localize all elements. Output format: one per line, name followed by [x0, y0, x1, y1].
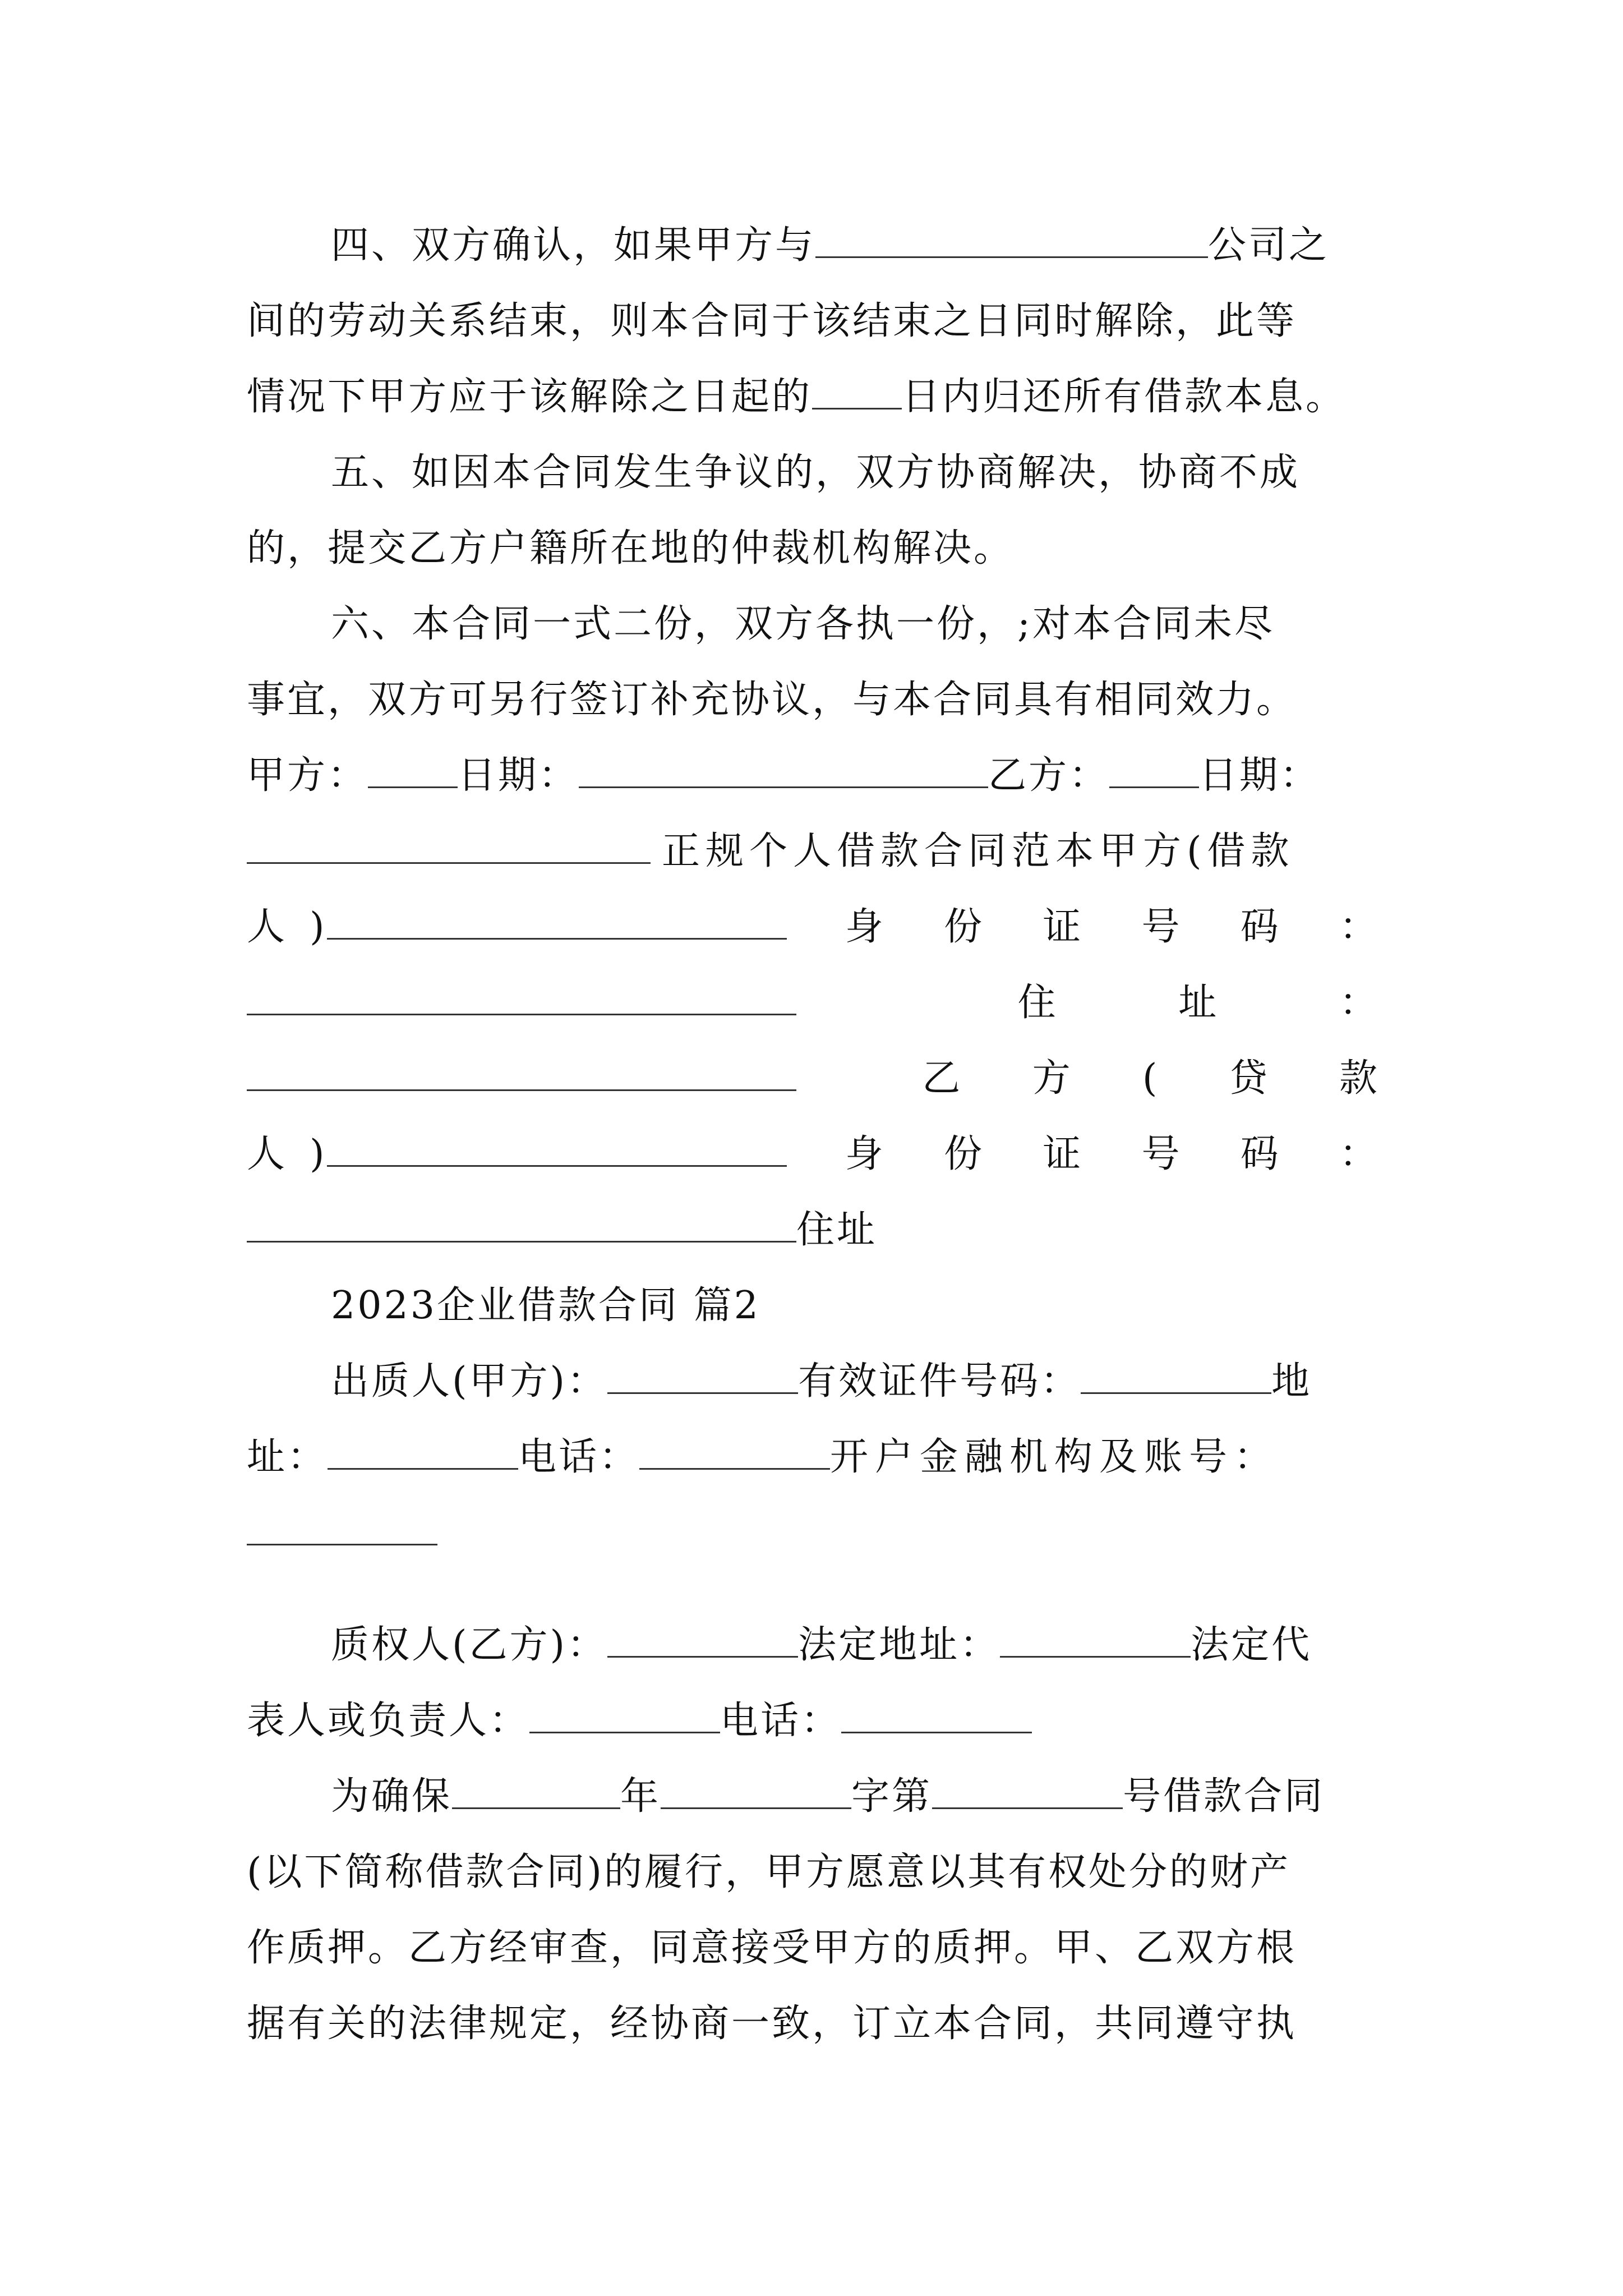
template-title-line: [247, 813, 1380, 889]
pledgee-rep-blank[interactable]: [529, 1698, 720, 1733]
text: 号: [1141, 1132, 1182, 1176]
text: (: [1142, 1056, 1160, 1101]
borrower-id-line: [247, 889, 1380, 965]
para5-line1: 五、如因本合同发生争议的，双方协商解决，协商不成: [331, 450, 1301, 495]
pledgor-id-blank[interactable]: [1081, 1359, 1271, 1394]
purpose-line1: [247, 1759, 1380, 1834]
number-blank[interactable]: [932, 1774, 1123, 1809]
pledgor-bank-blank[interactable]: [247, 1510, 437, 1545]
para4-line2: 间的劳动关系结束，则本合同于该结束之日同时解除，此等: [247, 299, 1297, 343]
purpose-line3: 作质押。乙方经审查，同意接受甲方的质押。甲、乙双方根: [247, 1926, 1297, 1970]
text: 电话：: [518, 1435, 640, 1479]
text: ): [310, 1132, 327, 1176]
text: 地: [1271, 1359, 1312, 1404]
pledgor-line1: [247, 1343, 1380, 1419]
para4-line3: [247, 359, 1380, 435]
title-blank[interactable]: [247, 829, 651, 864]
document-page: [247, 208, 1380, 2062]
days-blank[interactable]: [812, 374, 902, 409]
text: 法定地址：: [798, 1623, 1000, 1667]
text: 证: [1043, 1132, 1083, 1176]
text: 字第: [851, 1774, 933, 1819]
text: 日内归还所有借款本息。: [902, 375, 1347, 419]
company-blank[interactable]: [815, 223, 1208, 258]
text: 有效证件号码：: [798, 1359, 1081, 1404]
lender-address-line: [247, 1192, 1380, 1268]
text: 方: [1032, 1056, 1073, 1101]
text: ：: [1339, 981, 1380, 1025]
text: 身: [845, 905, 886, 949]
party-a-label: 甲方：: [247, 753, 368, 798]
text: 身: [845, 1132, 886, 1176]
lender-id-line: [247, 1116, 1380, 1192]
signature-line: [247, 738, 1380, 813]
borrower-address-blank[interactable]: [247, 1056, 796, 1091]
pledgee-line1: [247, 1607, 1380, 1683]
pledgee-address-blank[interactable]: [1000, 1622, 1191, 1658]
char-blank[interactable]: [661, 1774, 851, 1809]
para5-line2: 的，提交乙方户籍所在地的仲裁机构解决。: [247, 526, 1015, 570]
party-b-blank[interactable]: [1109, 753, 1199, 788]
pledgor-line3: [247, 1495, 1380, 1571]
date2-label: 日期：: [1199, 753, 1321, 798]
template-title: 正规个人借款合同范本甲方(借款: [662, 829, 1295, 873]
party-a-blank[interactable]: [368, 753, 458, 788]
party-b-label: 乙方：: [988, 753, 1110, 798]
pledgor-address-blank[interactable]: [328, 1434, 518, 1470]
date1-label: 日期：: [458, 753, 579, 798]
text: 人: [247, 1132, 288, 1176]
lender-id-blank[interactable]: [247, 1207, 796, 1243]
borrower-name-blank[interactable]: [327, 904, 787, 940]
para6-line1: 六、本合同一式二份，双方各执一份，;对本合同未尽: [331, 602, 1275, 646]
text: 址: [1178, 981, 1219, 1025]
text: 号: [1141, 905, 1182, 949]
text: 份: [944, 1132, 985, 1176]
text: 为确保: [331, 1774, 453, 1819]
purpose-line2: (以下简称借款合同)的履行，甲方愿意以其有权处分的财产: [247, 1850, 1291, 1894]
text: 份: [944, 905, 985, 949]
text: 电话：: [720, 1699, 842, 1743]
text: 人: [247, 905, 288, 949]
text: 年: [620, 1774, 661, 1819]
pledgee-line2: [247, 1683, 1380, 1759]
para4-line1: [247, 208, 1380, 283]
borrower-address-line: [247, 965, 1380, 1041]
text: 码: [1240, 1132, 1281, 1176]
text: 号借款合同: [1123, 1774, 1325, 1819]
borrower-id-blank[interactable]: [247, 980, 796, 1015]
text: 法定代: [1191, 1623, 1312, 1667]
text: ：: [1339, 905, 1380, 949]
text: 质权人(乙方)：: [331, 1623, 608, 1667]
purpose-line4: 据有关的法律规定，经协商一致，订立本合同，共同遵守执: [247, 2001, 1297, 2046]
text: 四、双方确认，如果甲方与: [331, 223, 816, 268]
text: 住址: [796, 1208, 878, 1252]
text: 证: [1043, 905, 1083, 949]
text: 情况下甲方应于该解除之日起的: [247, 375, 813, 419]
text: 贷: [1229, 1056, 1270, 1101]
year-blank[interactable]: [452, 1774, 620, 1809]
text: 乙: [922, 1056, 963, 1101]
section2-heading: 2023企业借款合同 篇2: [331, 1283, 760, 1328]
text: 址：: [247, 1435, 328, 1479]
pledgor-line2: [247, 1419, 1380, 1495]
pledgee-phone-blank[interactable]: [841, 1698, 1032, 1733]
text: 开户金融机构及账号：: [830, 1435, 1279, 1479]
text: ：: [1339, 1132, 1380, 1176]
text: ): [310, 905, 327, 949]
text: 款: [1339, 1056, 1380, 1101]
text: 出质人(甲方)：: [331, 1359, 608, 1404]
text: 住: [1017, 981, 1058, 1025]
text: 表人或负责人：: [247, 1699, 530, 1743]
date1-blank[interactable]: [579, 753, 988, 788]
text: 公司之: [1208, 223, 1330, 268]
pledgor-phone-blank[interactable]: [639, 1434, 830, 1470]
lender-name-blank[interactable]: [327, 1131, 787, 1167]
para6-line2: 事宜，双方可另行签订补充协议，与本合同具有相同效力。: [247, 678, 1297, 722]
text: 码: [1240, 905, 1281, 949]
pledgee-name-blank[interactable]: [607, 1622, 798, 1658]
pledgor-name-blank[interactable]: [607, 1359, 798, 1394]
lender-label-line: [247, 1041, 1380, 1116]
